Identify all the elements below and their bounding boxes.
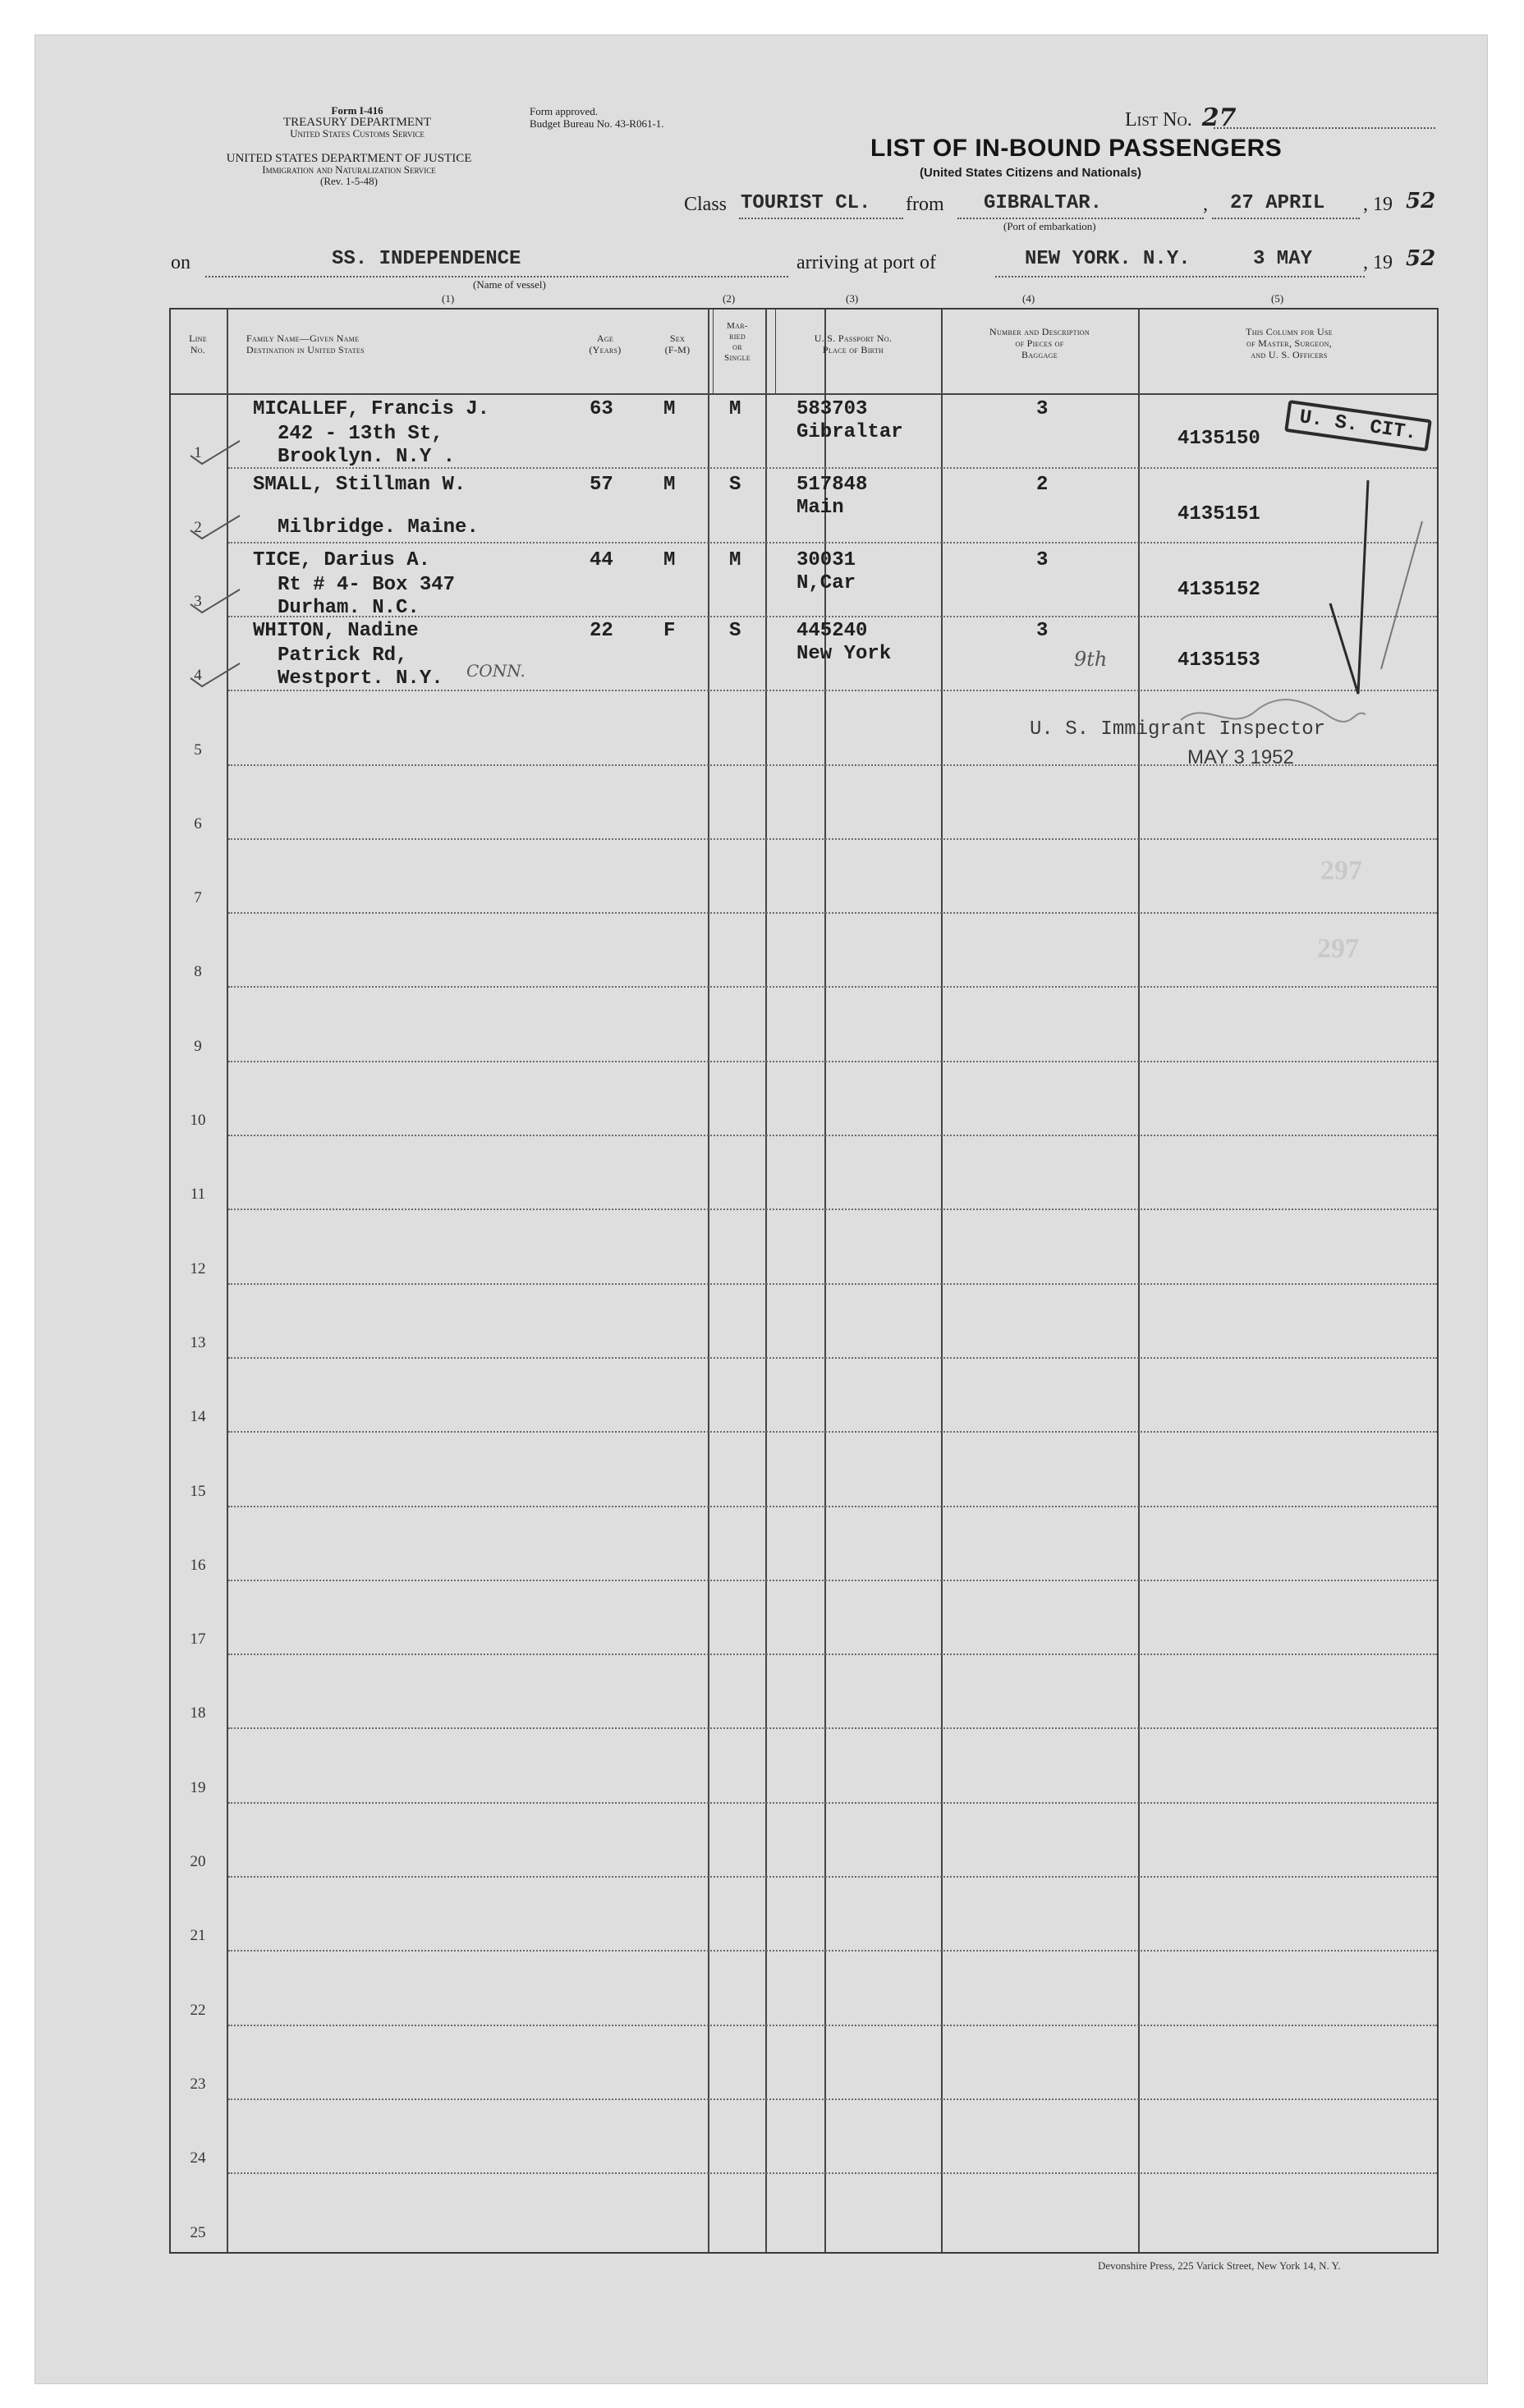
passenger-address-2: Durham. N.C. <box>278 597 420 619</box>
row-separator <box>228 1950 1437 1952</box>
page-title: LIST OF IN-BOUND PASSENGERS <box>870 135 1283 162</box>
passenger-officer-no: 4135150 <box>1177 428 1260 450</box>
passenger-address-1: Rt # 4- Box 347 <box>278 574 456 596</box>
passenger-sex: M <box>663 398 676 420</box>
header-age <box>568 333 642 355</box>
colnum-4: (4) <box>1022 292 1035 305</box>
colnum-2: (2) <box>723 292 736 305</box>
from-line <box>957 218 1204 219</box>
depart-date: 27 APRIL <box>1230 192 1325 214</box>
header-mar-3: or <box>732 342 742 352</box>
approval-block <box>530 105 664 130</box>
line-number: 10 <box>190 1112 206 1129</box>
col-divider <box>941 310 943 2252</box>
header-sex <box>650 333 705 355</box>
line-number: 20 <box>190 1853 206 1870</box>
passenger-address-2: Westport. N.Y. <box>278 667 443 690</box>
passenger-birthplace: New York <box>796 643 892 665</box>
line-number: 4 <box>194 667 202 685</box>
check-mark <box>187 585 245 617</box>
vessel-caption: (Name of vessel) <box>473 278 546 291</box>
header-mar-1: Mar- <box>727 321 748 331</box>
arrival-date: 3 MAY <box>1253 248 1313 270</box>
faint-number-2: 297 <box>1317 933 1359 964</box>
from-value: GIBRALTAR. <box>984 192 1103 214</box>
header-officers <box>1140 326 1439 360</box>
header-name <box>228 333 365 355</box>
class-label: Class <box>684 194 728 215</box>
header-line-no <box>171 333 225 355</box>
passenger-passport: 30031 <box>796 549 856 571</box>
budget-bureau: Budget Bureau No. 43-R061-1. <box>530 117 664 130</box>
passenger-officer-no: 4135152 <box>1177 579 1260 601</box>
handwritten-conn: CONN. <box>466 661 526 681</box>
row-separator <box>228 542 1437 544</box>
row-separator <box>228 1876 1437 1878</box>
passenger-baggage: 3 <box>1036 549 1049 571</box>
line-number: 8 <box>194 963 202 981</box>
class-line <box>739 218 903 219</box>
year-19b: 19 <box>1373 252 1393 273</box>
line-number: 18 <box>190 1704 206 1722</box>
year-suffix-1: 52 <box>1406 189 1436 213</box>
passenger-age: 57 <box>590 474 613 496</box>
header-mar-2: ried <box>729 332 746 342</box>
line-number: 1 <box>194 444 202 462</box>
faint-number-1: 297 <box>1320 855 1362 886</box>
line-number: 3 <box>194 592 202 610</box>
colnum-1: (1) <box>442 292 455 305</box>
passenger-sex: M <box>663 474 676 496</box>
list-label: List No. <box>1125 109 1192 131</box>
row-separator <box>228 2025 1437 2026</box>
header-off-2: of Master, Surgeon, <box>1246 337 1332 349</box>
port-embark-caption: (Port of embarkation) <box>1003 220 1096 232</box>
passenger-address-2: Milbridge. Maine. <box>278 516 479 539</box>
passenger-baggage: 3 <box>1036 398 1049 420</box>
line-number: 21 <box>190 1927 206 1945</box>
officer-check-mark <box>1320 472 1427 718</box>
passenger-marital: S <box>729 620 741 642</box>
row-separator <box>228 1506 1437 1507</box>
inspector-stamp: U. S. Immigrant Inspector <box>1030 718 1326 741</box>
passenger-marital: S <box>729 474 741 496</box>
line-number: 24 <box>190 2149 206 2167</box>
header-age-1: Age <box>596 333 614 344</box>
header-rule <box>171 393 1437 395</box>
ins-service: Immigration and Naturalization Service <box>262 163 436 176</box>
customs-service: United States Customs Service <box>290 127 425 140</box>
check-mark <box>187 658 245 691</box>
header-sex-1: Sex <box>669 333 686 344</box>
form-info-block <box>172 105 542 140</box>
passenger-birthplace: Gibraltar <box>796 421 903 443</box>
passenger-marital: M <box>729 549 741 571</box>
header-pass-1: U. S. Passport No. <box>814 333 893 344</box>
from-label: from <box>906 194 944 215</box>
year-prefix-2: , 19 <box>1363 252 1393 273</box>
passenger-address-2: Brooklyn. N.Y . <box>278 446 456 468</box>
row-separator <box>228 1802 1437 1804</box>
row-separator <box>228 1580 1437 1581</box>
treasury-dept: TREASURY DEPARTMENT <box>282 116 432 129</box>
header-sex-2: (F-M) <box>664 344 691 355</box>
passenger-sex: F <box>663 620 676 642</box>
passenger-passport: 583703 <box>796 398 868 420</box>
passenger-age: 63 <box>590 398 613 420</box>
vessel-name: SS. INDEPENDENCE <box>332 248 521 270</box>
handwritten-9th: 9th <box>1074 648 1108 671</box>
col-divider <box>708 310 709 2252</box>
year-prefix-1: , 19 <box>1363 194 1393 215</box>
passenger-baggage: 3 <box>1036 620 1049 642</box>
row-separator <box>228 1357 1437 1359</box>
year-suffix-2: 52 <box>1406 246 1436 271</box>
passenger-name: TICE, Darius A. <box>253 549 431 571</box>
line-number: 23 <box>190 2075 206 2093</box>
header-name-1: Family Name—Given Name <box>246 333 360 344</box>
passenger-baggage: 2 <box>1036 474 1049 496</box>
page-subtitle: (United States Citizens and Nationals) <box>920 166 1142 180</box>
header-mar-4: Single <box>724 353 751 363</box>
inspector-date: MAY 3 1952 <box>1187 746 1294 768</box>
row-separator <box>228 1135 1437 1136</box>
passenger-marital: M <box>729 398 741 420</box>
line-number: 6 <box>194 814 202 832</box>
line-number: 9 <box>194 1037 202 1055</box>
row-separator <box>228 912 1437 914</box>
header-bag-3: Baggage <box>1021 349 1058 360</box>
row-separator <box>228 838 1437 840</box>
row-separator <box>228 1061 1437 1062</box>
line-number: 17 <box>190 1631 206 1649</box>
passenger-passport: 445240 <box>796 620 868 642</box>
comma: , <box>1203 194 1208 215</box>
row-separator <box>228 986 1437 988</box>
header-off-1: This Column for Use <box>1246 326 1333 337</box>
printer-footer: Devonshire Press, 225 Varick Street, New York 14, N. Y. <box>1098 2259 1341 2272</box>
line-number: 19 <box>190 1778 206 1796</box>
inspector-signature <box>1173 683 1370 741</box>
header-baggage <box>943 326 1136 360</box>
form-approved: Form approved. <box>530 105 599 117</box>
passenger-name: MICALLEF, Francis J. <box>253 398 490 420</box>
col-divider <box>824 310 826 2252</box>
line-number: 15 <box>190 1482 206 1500</box>
row-separator <box>228 1209 1437 1210</box>
header-pass-2: Place of Birth <box>822 344 884 355</box>
passenger-officer-no: 4135151 <box>1177 503 1260 525</box>
header-marital <box>709 321 765 364</box>
line-number: 22 <box>190 2001 206 2019</box>
line-number: 13 <box>190 1333 206 1351</box>
row-separator <box>228 2172 1437 2174</box>
header-off-3: and U. S. Officers <box>1251 349 1328 360</box>
passenger-birthplace: Main <box>796 497 844 519</box>
passenger-table <box>169 308 1439 2254</box>
line-number: 5 <box>194 741 202 759</box>
line-number: 7 <box>194 889 202 907</box>
colnum-3: (3) <box>846 292 859 305</box>
col-divider <box>1138 310 1140 2252</box>
check-mark <box>187 436 245 469</box>
passenger-address-1: 242 - 13th St, <box>278 423 443 445</box>
justice-dept: UNITED STATES DEPARTMENT OF JUSTICE <box>226 152 472 165</box>
header-passport <box>767 333 939 355</box>
class-value: TOURIST CL. <box>741 192 871 214</box>
header-line-no-text: Line No. <box>189 333 207 355</box>
passenger-officer-no: 4135153 <box>1177 649 1260 672</box>
header-bag-2: of Pieces of <box>1015 337 1064 349</box>
line-number: 2 <box>194 518 202 536</box>
passenger-birthplace: N,Car <box>796 572 856 594</box>
row-separator <box>228 1431 1437 1433</box>
passenger-address-1: Patrick Rd, <box>278 644 408 667</box>
row-separator <box>228 2098 1437 2100</box>
vessel-line <box>205 276 788 277</box>
list-number: 27 <box>1201 103 1237 132</box>
passenger-age: 44 <box>590 549 613 571</box>
depart-date-line <box>1212 218 1360 219</box>
revision: (Rev. 1-5-48) <box>320 175 378 187</box>
justice-block <box>168 153 530 187</box>
colnum-5: (5) <box>1271 292 1284 305</box>
row-separator <box>228 1653 1437 1655</box>
arrival-line <box>995 276 1365 277</box>
line-number: 12 <box>190 1259 206 1277</box>
on-label: on <box>171 252 190 273</box>
line-number: 16 <box>190 1556 206 1574</box>
form-id: Form I-416 <box>331 104 383 117</box>
passenger-passport: 517848 <box>796 474 868 496</box>
arrival-port: NEW YORK. N.Y. <box>1025 248 1191 270</box>
year-19: 19 <box>1373 194 1393 215</box>
passenger-name: WHITON, Nadine <box>253 620 419 642</box>
check-mark <box>187 511 245 544</box>
arriving-label: arriving at port of <box>796 252 936 273</box>
passenger-age: 22 <box>590 620 613 642</box>
passenger-name: SMALL, Stillman W. <box>253 474 466 496</box>
header-name-2: Destination in United States <box>246 344 365 355</box>
header-age-2: (Years) <box>589 344 622 355</box>
header-bag-1: Number and Description <box>989 326 1090 337</box>
col-divider <box>765 310 767 2252</box>
row-separator <box>228 1283 1437 1285</box>
list-number-line <box>1214 127 1435 129</box>
line-number: 14 <box>190 1408 206 1426</box>
line-number: 11 <box>190 1186 206 1204</box>
us-citizen-stamp: U. S. CIT. <box>1284 400 1432 452</box>
passenger-sex: M <box>663 549 676 571</box>
line-number: 25 <box>190 2223 206 2241</box>
row-separator <box>228 1727 1437 1729</box>
